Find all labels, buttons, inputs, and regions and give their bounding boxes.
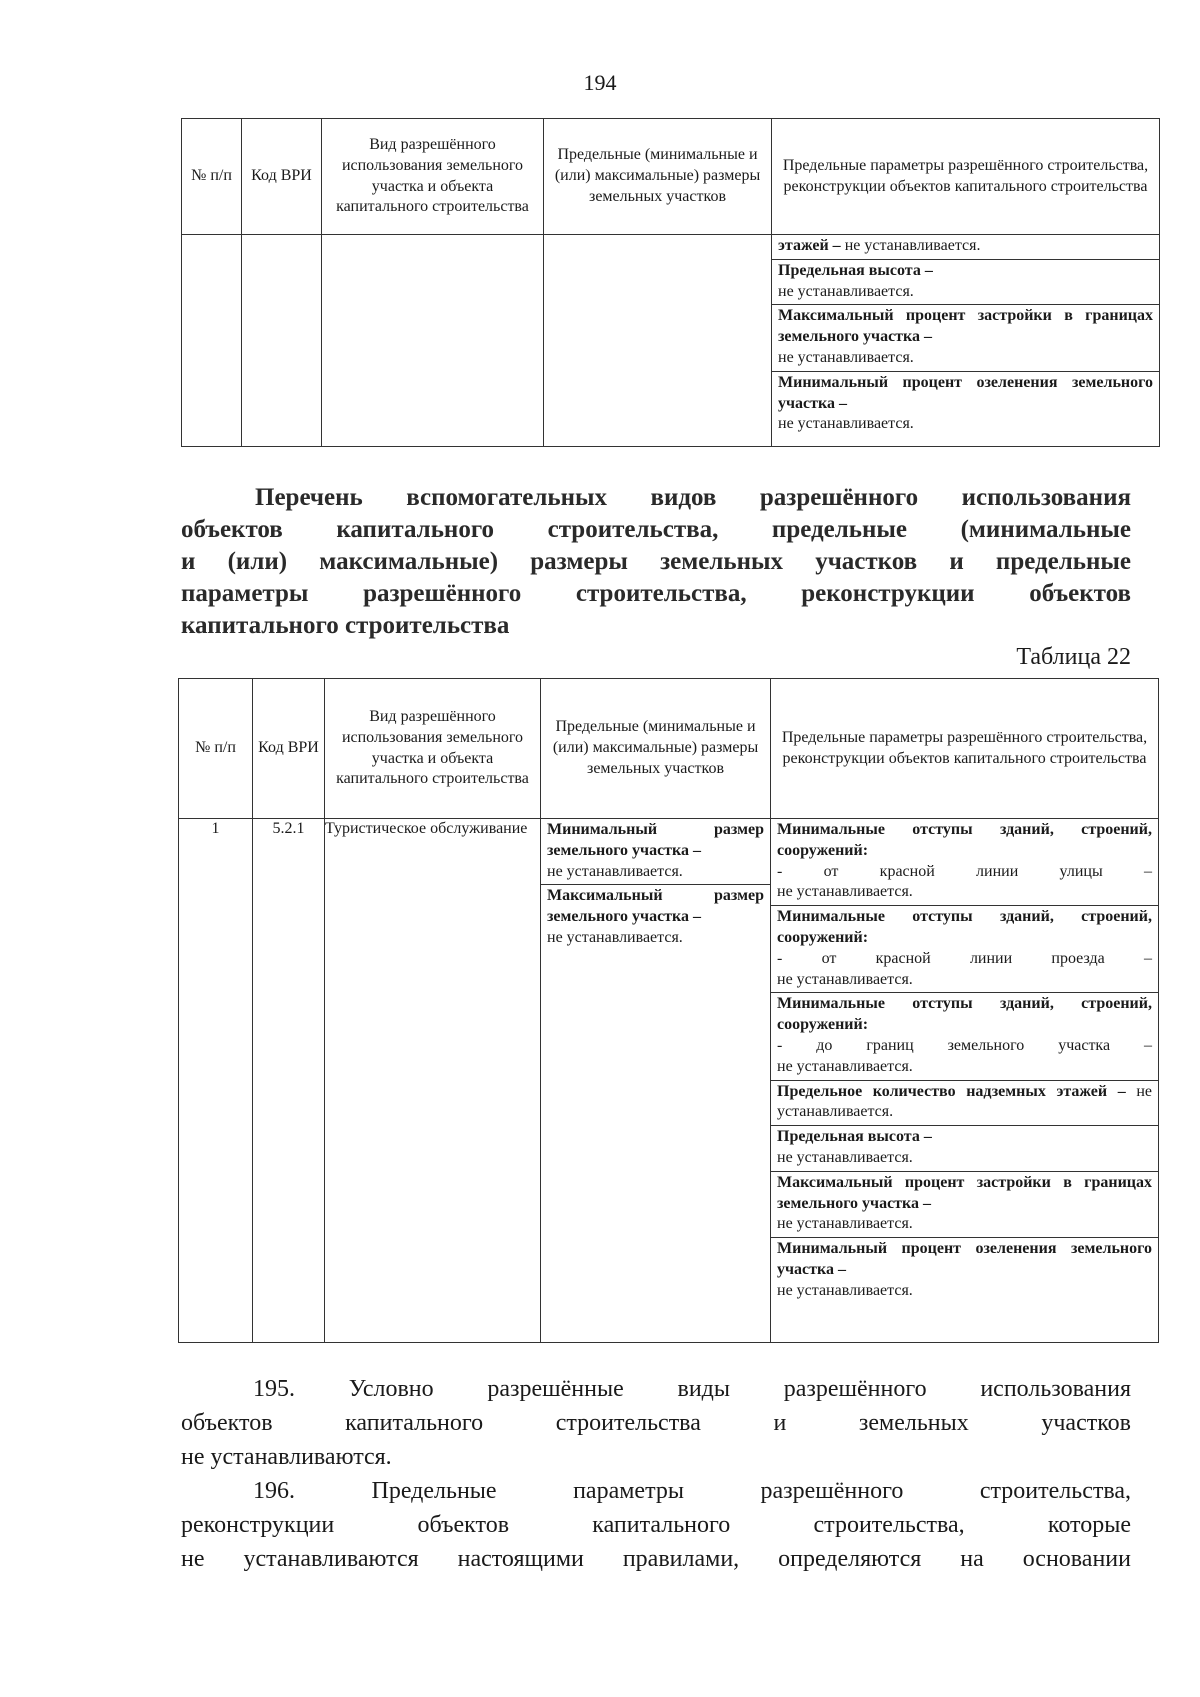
param-min-greening: Минимальный процент озеленения земельного участка – не устанавливается. [778,373,1153,433]
table-header-row [179,679,1159,819]
param-max-coverage: Максимальный процент застройки в границах земельного участка – не устанавливается. [772,305,1159,371]
header-num: № п/п [182,119,242,235]
cell-params [771,819,1159,1343]
size-max: Максимальный размер земельного участка – не устанавливается. [547,887,764,946]
header-sizes: Предельные (минимальные и (или) максимальные) размеры земельных участков [541,679,771,819]
cell-sizes [541,819,771,1343]
cell-code [242,235,322,447]
cell-num [182,235,242,447]
param-height: Предельная высота – не устанавливается. [771,1126,1158,1172]
param-setback-driveway: Минимальные отступы зданий, строений, сооружений: - от красной линии проезда – не устанавливается. [771,906,1158,993]
paragraph-195: 195. Условно разрешённые виды разрешённого использования объектов капитального строительства и земельных участков не устанавливаются. [181,1376,1131,1470]
page-number: 194 [583,70,617,95]
table-row [179,819,1159,1343]
header-params: Предельные параметры разрешённого строительства, реконструкции объектов капитального строительства [771,679,1159,819]
table-caption: Таблица 22 [1016,644,1131,670]
cell-sizes [544,235,772,447]
header-sizes: Предельные (минимальные и (или) максимальные) размеры земельных участков [544,119,772,235]
header-code: Код ВРИ [242,119,322,235]
cell-code: 5.2.1 [253,819,325,1343]
cell-params [772,235,1160,447]
header-code: Код ВРИ [253,679,325,819]
param-floors: этажей – не устанавливается. [772,235,1159,260]
param-height: Предельная высота – не устанавливается. [772,260,1159,306]
param-floors: Предельное количество надземных этажей – не устанавливается. [771,1081,1158,1127]
cell-type: Туристическое обслуживание [325,819,541,1343]
table-22 [178,678,1159,1343]
paragraph-196: 196. Предельные параметры разрешённого строительства, реконструкции объектов капитального строительства, которые не устанавливаются настоящими правилами, определяются на основании [181,1478,1131,1572]
size-min: Минимальный размер земельного участка – не устанавливается. [541,819,770,885]
table-header-row [182,119,1160,235]
cell-type [322,235,544,447]
header-type: Вид разрешённого использования земельного участка и объекта капитального строительства [325,679,541,819]
header-params: Предельные параметры разрешённого строительства, реконструкции объектов капитального строительства [772,119,1160,235]
cell-num: 1 [179,819,253,1343]
param-min-greening: Минимальный процент озеленения земельного участка – не устанавливается. [777,1240,1152,1299]
table-row [182,235,1160,447]
param-setback-street: Минимальные отступы зданий, строений, сооружений: - от красной линии улицы – не устанавливается. [771,819,1158,906]
section-heading: Перечень вспомогательных видов разрешённого использования объектов капитального строительства, предельные (минимальные и (или) максимальные) размеры земельных участков и предельные параметры разрешённого строительства, реконструкции объектов капитального строительства [181,484,1131,639]
table-continuation [181,118,1160,447]
param-setback-boundary: Минимальные отступы зданий, строений, сооружений: - до границ земельного участка – не устанавливается. [771,993,1158,1080]
header-num: № п/п [179,679,253,819]
header-type: Вид разрешённого использования земельного участка и объекта капитального строительства [322,119,544,235]
param-max-coverage: Максимальный процент застройки в границах земельного участка – не устанавливается. [771,1172,1158,1238]
